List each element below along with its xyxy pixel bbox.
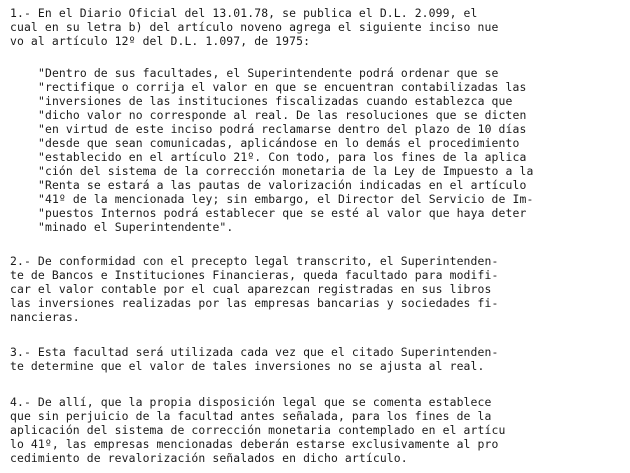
text-line: las inversiones realizadas por las empresas bancarias y sociedades fi- bbox=[10, 296, 499, 310]
text-line: "inversiones de las instituciones fiscalizadas cuando establezca que bbox=[38, 94, 513, 108]
text-line: 3.- Esta facultad será utilizada cada vez que el citado Superintenden- bbox=[10, 345, 499, 359]
text-line: 2.- De conformidad con el precepto legal transcrito, el Superintenden- bbox=[10, 254, 499, 268]
text-line: "rectifique o corrija el valor en que se encuentran contabilizadas las bbox=[38, 80, 527, 94]
text-line: vo al artículo 12º del D.L. 1.097, de 1975: bbox=[10, 34, 311, 48]
text-line: "ción del sistema de la corrección monetaria de la Ley de Impuesto a la bbox=[38, 164, 534, 178]
text-line: cual en su letra b) del artículo noveno agrega el siguiente inciso nue bbox=[10, 20, 499, 34]
text-line: "41º de la mencionada ley; sin embargo, el Director del Servicio de Im- bbox=[38, 192, 534, 206]
text-line: te de Bancos e Instituciones Financieras, queda facultado para modifi- bbox=[10, 268, 499, 282]
text-line: "en virtud de este inciso podrá reclamarse dentro del plazo de 10 días bbox=[38, 122, 527, 136]
text-line: "desde que sean comunicadas, aplicándose en lo demás el procedimiento bbox=[38, 136, 520, 150]
text-line: "establecido en el artículo 21º. Con todo, para los fines de la aplica bbox=[38, 150, 527, 164]
text-line: aplicación del sistema de corrección monetaria contemplado en el artícu bbox=[10, 423, 506, 437]
text-line: "Renta se estará a las pautas de valorización indicadas en el artículo bbox=[38, 178, 527, 192]
text-line: cedimiento de revalorización señalados en dicho artículo. bbox=[10, 451, 408, 465]
text-line: te determine que el valor de tales inversiones no se ajusta al real. bbox=[10, 359, 485, 373]
text-line: "puestos Internos podrá establecer que se esté al valor que haya deter bbox=[38, 206, 527, 220]
text-line: lo 41º, las empresas mencionadas deberán estarse exclusivamente al pro bbox=[10, 437, 499, 451]
text-line: 1.- En el Diario Oficial del 13.01.78, se publica el D.L. 2.099, el bbox=[10, 6, 478, 20]
text-line: que sin perjuicio de la facultad antes señalada, para los fines de la bbox=[10, 409, 492, 423]
text-line: "Dentro de sus facultades, el Superintendente podrá ordenar que se bbox=[38, 66, 499, 80]
text-line: nancieras. bbox=[10, 310, 80, 324]
text-line: 4.- De allí, que la propia disposición legal que se comenta establece bbox=[10, 395, 492, 409]
text-line: "minado el Superintendente". bbox=[38, 220, 234, 234]
text-line: "dicho valor no corresponde al real. De las resoluciones que se dicten bbox=[38, 108, 527, 122]
text-line: car el valor contable por el cual aparezcan registradas en sus libros bbox=[10, 282, 492, 296]
